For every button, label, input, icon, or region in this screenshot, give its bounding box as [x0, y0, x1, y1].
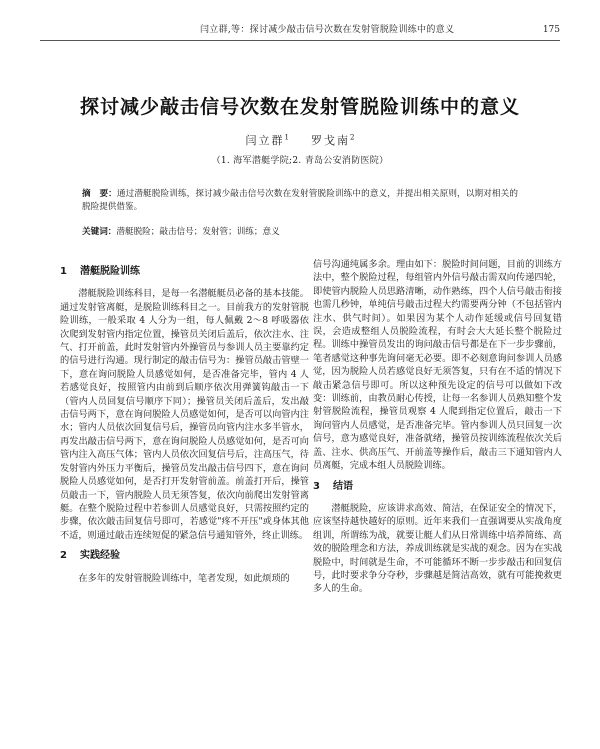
article-title: 探讨减少敲击信号次数在发射管脱险训练中的意义 — [79, 96, 520, 118]
keywords-label: 关键词： — [82, 227, 117, 237]
section-number: 1 — [60, 266, 67, 277]
section-title: 潜艇脱险训练 — [80, 266, 140, 277]
page-number: 175 — [542, 25, 560, 35]
section-number: 3 — [313, 480, 320, 492]
author-affiliation-mark: 2 — [350, 133, 355, 142]
keywords-text: 潜艇脱险；敲击信号；发射管；训练；意义 — [116, 227, 280, 237]
author-line — [0, 132, 600, 148]
abstract-text: 通过潜艇脱险训练，探讨减少敲击信号次数在发射管脱险训练中的意义，并提出相关原则，以期对相关的脱险提供借鉴。 — [82, 189, 518, 212]
section-heading — [60, 549, 309, 562]
affiliation: （1. 海军潜艇学院;2. 青岛公安消防医院） — [211, 156, 389, 166]
author-name: 闫立群 — [245, 134, 285, 147]
abstract-label: 摘 要： — [82, 189, 117, 199]
section-title: 结语 — [333, 480, 353, 492]
section-title: 实践经验 — [80, 550, 120, 562]
abstract — [82, 188, 518, 214]
body-paragraph: 潜艇脱险，应该讲求高效、简洁，在保证安全的情况下，应该坚持越快越好的原则。近年来我们一直强调要从实战角度组训，所谓练为战，就要让艇人们从日常训练中培养简练、高效的脱险理念和方法，养成训练就是实战的观念。因为在实战脱险中，时间就是生命，不可能循环不断一步步敲击和回复信号，此时要求争分夺秒，步骤越是简洁高效，就有可能挽救更多人的生命。 — [313, 502, 562, 595]
left-column — [60, 258, 309, 585]
keywords — [82, 226, 518, 239]
section-heading — [313, 480, 562, 493]
author-name: 罗戈南 — [311, 134, 350, 147]
body-paragraph-part: 在多年的发射管脱险训练中，笔者发现，如此烦琐的 — [78, 572, 290, 584]
body-paragraph: 潜艇脱险训练科目，是每一名潜艇艇员必备的基本技能。通过发射管离艇，是脱险训练科目之一。目前我方的发射管脱险训练，一般采取 4 人分为一组，每人佩戴 2～8 呼吸器依次爬到发射管内指定位置，操管员关闭后盖后，依次注水、注气、打开前盖，此时发射管内外操管员与参训人员主要靠约定的信号进行沟通。现行制定的敲击信号为：操管员敲击管壁一下，意在询问脱险人员感觉如何，是否准备完毕，管内 4 人若感觉良好，按照管内由前到后顺序依次用弹簧钩敲击一下（管内人员回复信号顺序下同）；操管员关闭后盖后，发出敲击信号两下，意在询问脱险人员感觉如何，是否可以向管内注水；管内人员依次回复信号后，操管员向管内注水多半管水，再发出敲击信号两下，意在询问脱险人员感觉如何，是否可向管内注入高压气体；管内人员依次回复信号后，注高压气，待发射管内外压力平衡后，操管员发出敲击信号四下，意在询问脱险人员感觉如何，是否打开发射管前盖。前盖打开后，操管员敲击一下，管内脱险人员无须答复，依次向前爬出发射管离艇。在整个脱险过程中若参训人员感觉良好，只需按照约定的步骤，依次敲击回复信号即可，若感觉"疼不开压"或身体其他不适，则通过敲击连续短促的紧急信号通知管外，终止训练。 — [60, 288, 309, 541]
section-heading — [60, 265, 309, 278]
header-divider — [40, 40, 560, 41]
body-paragraph-continued: 信号沟通纯属多余。理由如下：脱险时间问题，目前的训练方法中，整个脱险过程，每组管内外信号敲击需双向传递四轮，即使管内脱险人员思路清晰，动作熟练，四个人信号敲击衔接也需几秒钟，单纯信号敲击过程大约需要两分钟（不包括管内注水、供气时间）。如果因为某个人动作延缓或信号回复错误，会造成整组人员脱险流程，有时会大大延长整个脱险过程。训练中操管员发出的询问敲击信号都是在下一步步骤前，笔者感觉这种事先询问毫无必要。即不必刻意询问参训人员感觉，因为脱险人员若感觉良好无须答复，只有在不适的情况下敲击紧急信号即可。所以这种预先设定的信号可以做如下改变：训练前，由教员耐心传授，让每一名参训人员熟知整个发射管脱险流程，操管员观察 4 人爬到指定位置后，敲击一下询问管内人员感觉，是否准备完毕。管内参训人员只回复一次信号，意为感觉良好，准备就绪，操管员按训练流程依次关后盖、注水、供高压气、开前盖等操作后，敲击三下通知管内人员离艇，完成本组人员脱险训练。 — [313, 259, 562, 472]
author-affiliation-mark: 1 — [284, 133, 289, 142]
section-number: 2 — [60, 550, 67, 562]
running-title: 闫立群,等：探讨减少敲击信号次数在发射管脱险训练中的意义 — [200, 25, 455, 35]
running-header — [40, 22, 560, 38]
right-column — [313, 258, 562, 596]
